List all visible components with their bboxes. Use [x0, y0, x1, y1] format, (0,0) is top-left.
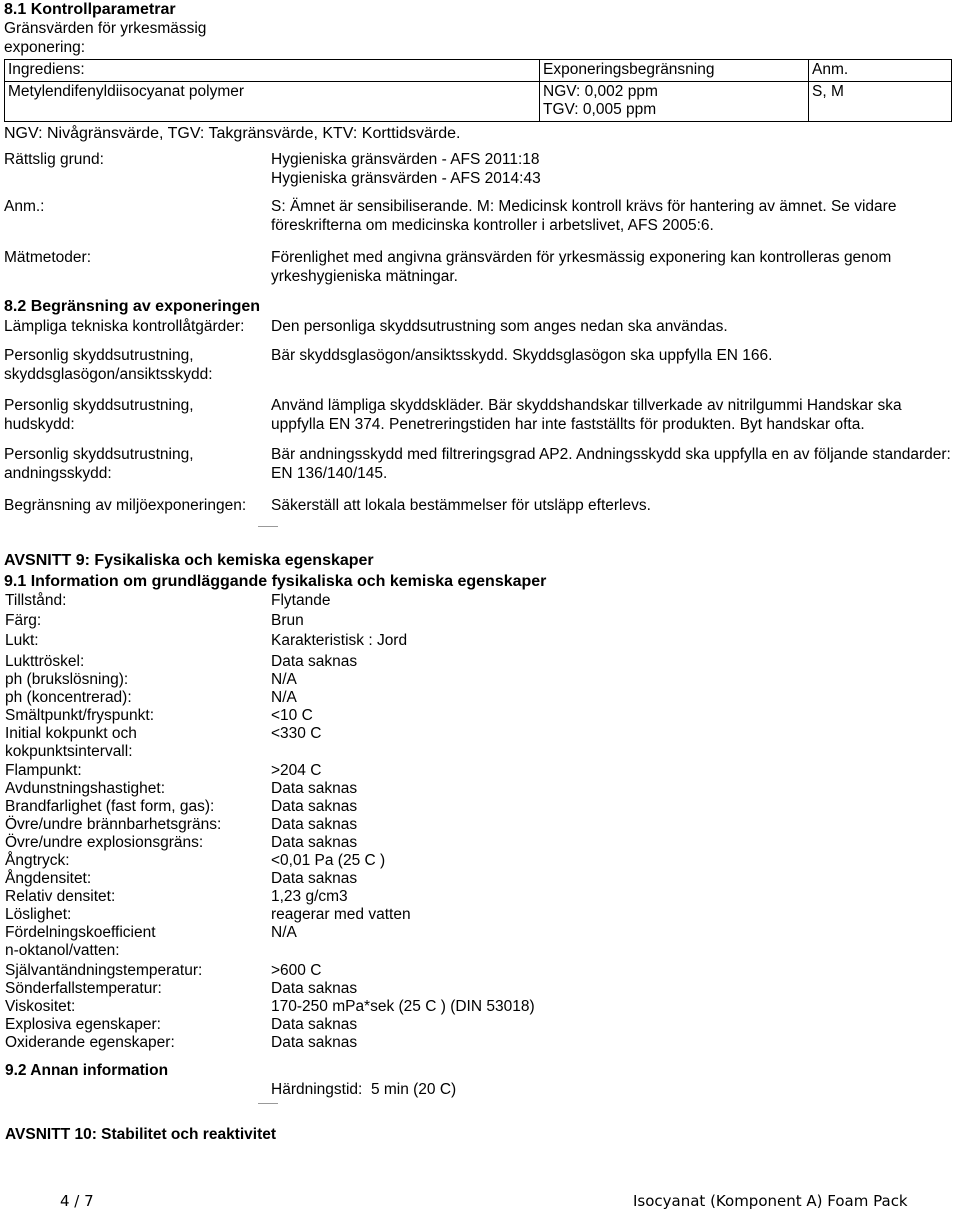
property-label: Övre/undre brännbarhetsgräns: — [5, 816, 222, 833]
section-9-heading: AVSNITT 9: Fysikaliska och kemiska egenskaper — [4, 552, 374, 569]
property-label: Flampunkt: — [5, 762, 82, 779]
respiratory-protection-value: Bär andningsskydd med filtreringsgrad AP2. Andningsskydd ska uppfylla en av följande standarder: EN 136/140/145. — [271, 446, 951, 482]
property-value: <330 C — [271, 725, 322, 742]
property-label: Tillstånd: — [5, 592, 67, 609]
section-9-2-heading: 9.2 Annan information — [5, 1062, 169, 1079]
methods-label: Mätmetoder: — [4, 249, 92, 266]
legal-basis-value: Hygieniska gränsvärden - AFS 2014:43 — [271, 170, 541, 187]
methods-value: Förenlighet med angivna gränsvärden för yrkesmässig exponering kan kontrolleras genom yrkeshygieniska mätningar. — [271, 249, 892, 285]
property-label: Fördelningskoefficient — [5, 924, 156, 941]
property-label: Avdunstningshastighet: — [5, 780, 165, 797]
legal-basis-value: Hygieniska gränsvärden - AFS 2011:18 — [271, 151, 540, 168]
property-label: ph (brukslösning): — [5, 671, 129, 688]
environmental-exposure-value: Säkerställ att lokala bestämmelser för utsläpp efterlevs. — [271, 497, 651, 514]
property-label: Övre/undre explosionsgräns: — [5, 834, 204, 851]
property-value: Karakteristisk : Jord — [271, 632, 408, 649]
property-value: >204 C — [271, 762, 322, 779]
property-label: Explosiva egenskaper: — [5, 1016, 161, 1033]
table-cell-note: S, M — [809, 81, 952, 121]
property-value: reagerar med vatten — [271, 906, 411, 923]
property-label: Viskositet: — [5, 998, 76, 1015]
note-label: Anm.: — [4, 198, 45, 215]
property-value: 170-250 mPa*sek (25 C ) (DIN 53018) — [271, 998, 535, 1015]
property-label: Färg: — [5, 612, 42, 629]
property-value: N/A — [271, 671, 297, 688]
section-8-2-heading: 8.2 Begränsning av exponeringen — [4, 298, 261, 315]
control-measures-value: Den personliga skyddsutrustning som anges nedan ska användas. — [271, 318, 728, 335]
property-value: Data saknas — [271, 834, 358, 851]
property-label: Relativ densitet: — [5, 888, 116, 905]
table-header-cell: Ingrediens: — [5, 60, 540, 82]
limit-ngv: NGV: 0,002 ppm — [543, 82, 658, 100]
section-9-1-heading: 9.1 Information om grundläggande fysikaliska och kemiska egenskaper — [4, 573, 547, 590]
property-value: Data saknas — [271, 870, 358, 887]
table-row — [5, 81, 952, 121]
property-label: Löslighet: — [5, 906, 72, 923]
property-label: Initial kokpunkt och — [5, 725, 137, 742]
property-value: Data saknas — [271, 653, 358, 670]
property-value: Data saknas — [271, 980, 358, 997]
property-value: <10 C — [271, 707, 313, 724]
property-value: N/A — [271, 689, 297, 706]
property-label: Självantändningstemperatur: — [5, 962, 203, 979]
property-label: Ångtryck: — [5, 852, 70, 869]
property-label: Smältpunkt/fryspunkt: — [5, 707, 155, 724]
property-label: Ångdensitet: — [5, 870, 92, 887]
eye-protection-value: Bär skyddsglasögon/ansiktsskydd. Skyddsglasögon ska uppfylla EN 166. — [271, 347, 773, 364]
table-header-row — [5, 60, 952, 82]
other-information-value: Härdningstid: 5 min (20 C) — [271, 1081, 457, 1098]
property-value: Data saknas — [271, 798, 358, 815]
property-value: >600 C — [271, 962, 322, 979]
section-divider — [258, 1103, 278, 1104]
exposure-limits-table — [4, 59, 952, 122]
product-name: Isocyanat (Komponent A) Foam Pack — [633, 1192, 908, 1210]
note-value: S: Ämnet är sensibiliserande. M: Medicinsk kontroll krävs för hantering av ämnet. Se vidare föreskrifterna om medicinska kontroller i arbetslivet, AFS 2005:6. — [271, 198, 897, 234]
skin-protection-label: Personlig skyddsutrustning, hudskydd: — [4, 397, 194, 433]
property-value: Data saknas — [271, 1016, 358, 1033]
table-header-cell: Anm. — [809, 60, 952, 82]
property-label: Lukt: — [5, 632, 39, 649]
abbreviations-text: NGV: Nivågränsvärde, TGV: Takgränsvärde, KTV: Korttidsvärde. — [4, 125, 461, 142]
limit-tgv: TGV: 0,005 ppm — [543, 101, 657, 119]
table-cell-limits — [540, 81, 809, 121]
legal-basis-label: Rättslig grund: — [4, 151, 104, 168]
property-label: n-oktanol/vatten: — [5, 942, 120, 959]
table-header-cell: Exponeringsbegränsning — [540, 60, 809, 82]
respiratory-protection-label: Personlig skyddsutrustning, andningsskydd: — [4, 446, 194, 482]
property-value: Flytande — [271, 592, 331, 609]
property-value: Brun — [271, 612, 304, 629]
property-value: <0,01 Pa (25 C ) — [271, 852, 386, 869]
property-value: 1,23 g/cm3 — [271, 888, 348, 905]
property-label: Lukttröskel: — [5, 653, 85, 670]
section-divider — [258, 526, 278, 527]
exposure-limits-intro: Gränsvärden för yrkesmässig exponering: — [4, 20, 207, 56]
section-10-heading: AVSNITT 10: Stabilitet och reaktivitet — [5, 1126, 277, 1143]
property-label: Brandfarlighet (fast form, gas): — [5, 798, 215, 815]
property-value: N/A — [271, 924, 297, 941]
property-label: Oxiderande egenskaper: — [5, 1034, 175, 1051]
property-value: Data saknas — [271, 780, 358, 797]
property-value: Data saknas — [271, 1034, 358, 1051]
property-label: ph (koncentrerad): — [5, 689, 132, 706]
skin-protection-value: Använd lämpliga skyddskläder. Bär skyddshandskar tillverkade av nitrilgummi Handskar ska uppfylla EN 374. Penetreringstiden har inte fastställts för produkten. Byt handskar ofta. — [271, 397, 902, 433]
property-label: kokpunktsintervall: — [5, 743, 133, 760]
table-cell-ingredient: Metylendifenyldiisocyanat polymer — [5, 81, 540, 121]
property-value: Data saknas — [271, 816, 358, 833]
section-8-1-heading: 8.1 Kontrollparametrar — [4, 1, 176, 18]
control-measures-label: Lämpliga tekniska kontrollåtgärder: — [4, 318, 245, 335]
property-label: Sönderfallstemperatur: — [5, 980, 162, 997]
environmental-exposure-label: Begränsning av miljöexponeringen: — [4, 497, 247, 514]
page-number: 4 / 7 — [60, 1192, 94, 1210]
eye-protection-label: Personlig skyddsutrustning, skyddsglasögon/ansiktsskydd: — [4, 347, 213, 383]
